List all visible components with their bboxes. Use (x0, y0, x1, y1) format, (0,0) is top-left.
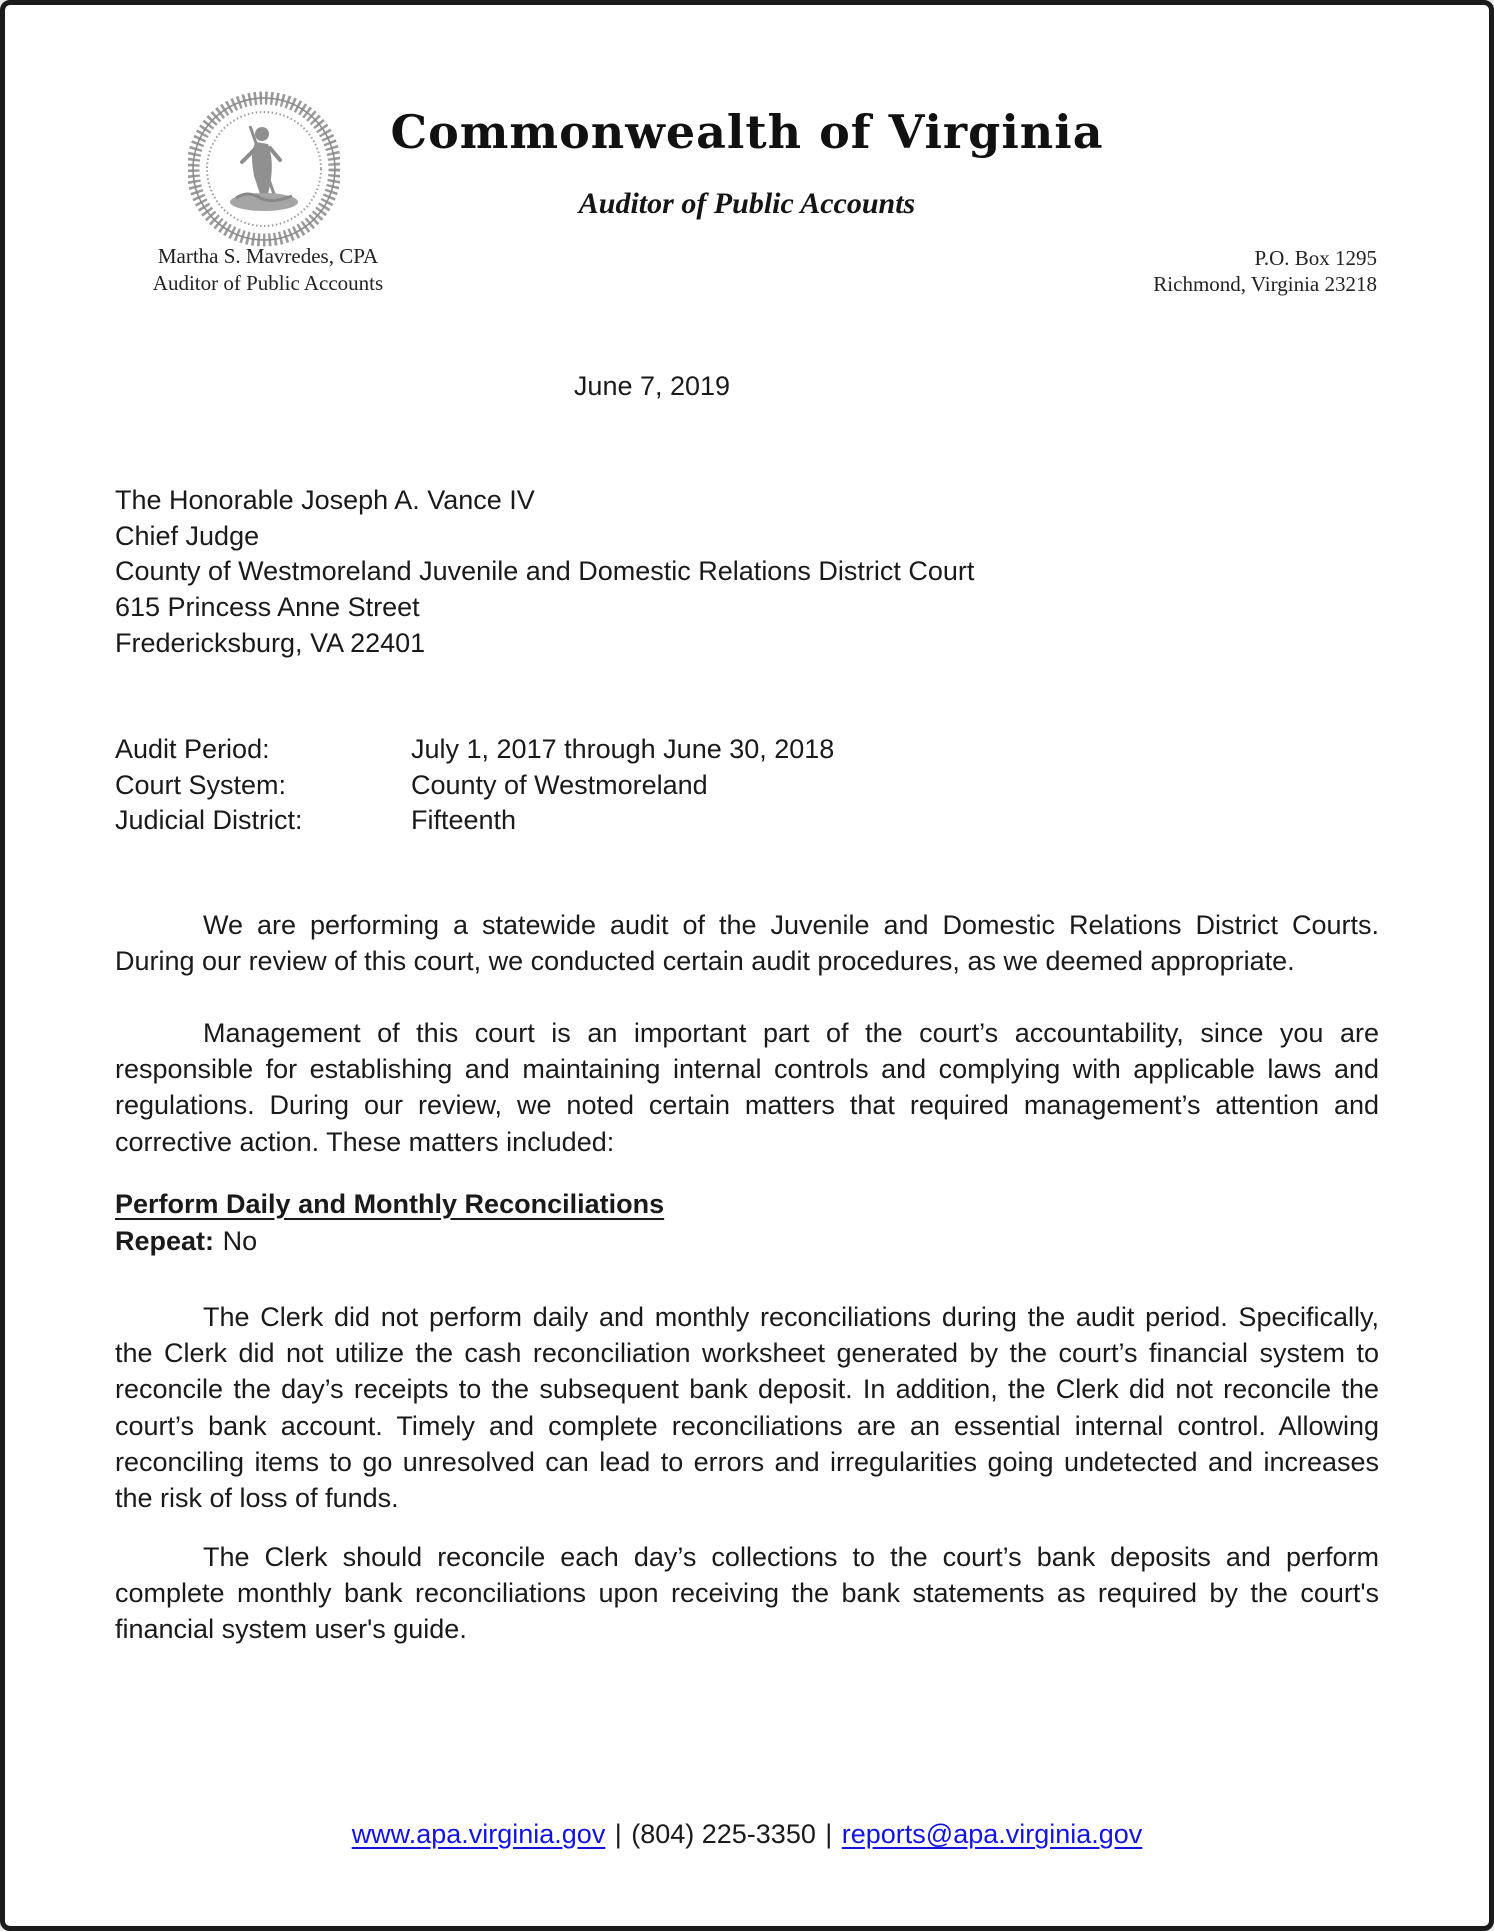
paragraph-finding-detail: The Clerk did not perform daily and monthly reconciliations during the audit period. Specifically, the Clerk did not utilize the cash reconciliation worksheet generated by the court’s financial system to reconcile the day’s receipts to the subsequent bank deposit. In addition, the Clerk did not reconcile the court’s bank account. Timely and complete reconciliations are an essential internal control. Allowing reconciling items to go unresolved can lead to errors and irregularities going undetected and increases the risk of loss of funds. (115, 1302, 1379, 1514)
repeat-line (115, 1226, 257, 1257)
judicial-district-label: Judicial District: (115, 805, 303, 836)
audit-period-row (115, 732, 834, 768)
office-address-block (1153, 245, 1377, 297)
paragraph-statewide-audit: We are performing a statewide audit of the Juvenile and Domestic Relations District Courts. During our review of this court, we conducted certain audit procedures, as we deemed appropriate. (115, 910, 1379, 977)
court-system-value: County of Westmoreland (411, 769, 708, 800)
recipient-name: The Honorable Joseph A. Vance IV (115, 485, 535, 515)
letterhead-subtitle: Auditor of Public Accounts (578, 187, 916, 220)
city-state-zip: Richmond, Virginia 23218 (1153, 272, 1377, 296)
audit-info (115, 732, 834, 839)
recipient-street: 615 Princess Anne Street (115, 592, 420, 623)
court-system-row (115, 768, 834, 804)
recipient-title: Chief Judge (115, 520, 260, 551)
footer-website-link[interactable]: www.apa.virginia.gov (351, 1819, 606, 1849)
paragraph-management: Management of this court is an important part of the court’s accountability, since you are responsible for establishing and maintaining internal controls and complying with applicable laws and regulations. During our review, we noted certain matters that required management’s attention and corrective action. These matters included: (115, 1018, 1379, 1157)
repeat-value: No (222, 1226, 258, 1256)
recipient-court: County of Westmoreland Juvenile and Domestic Relations District Court (115, 556, 975, 587)
footer-separator-1: | (614, 1819, 622, 1849)
footer-separator-2: | (825, 1819, 833, 1849)
repeat-label: Repeat: (115, 1226, 215, 1256)
audit-period-label: Audit Period: (115, 734, 270, 764)
letterhead-title: Commonwealth of Virginia (390, 105, 1104, 159)
audit-period-value: July 1, 2017 through June 30, 2018 (411, 734, 835, 764)
finding-heading: Perform Daily and Monthly Reconciliations (115, 1189, 665, 1219)
recipient-address (115, 483, 974, 662)
footer-email-link[interactable]: reports@apa.virginia.gov (841, 1819, 1143, 1849)
auditor-name-block (113, 243, 423, 297)
paragraph-recommendation: The Clerk should reconcile each day’s collections to the court’s bank deposits and perform complete monthly bank reconciliations upon receiving the bank statements as required by the court's financial system user's guide. (115, 1542, 1379, 1645)
recipient-city: Fredericksburg, VA 22401 (115, 627, 426, 658)
judicial-district-row (115, 803, 834, 839)
auditor-name: Martha S. Mavredes, CPA (157, 244, 379, 268)
judicial-district-value: Fifteenth (411, 805, 517, 836)
footer-contact-line (115, 1819, 1379, 1850)
footer-phone: (804) 225-3350 (631, 1819, 816, 1849)
court-system-label: Court System: (115, 769, 287, 800)
letter-date: June 7, 2019 (573, 371, 731, 401)
auditor-title: Auditor of Public Accounts (152, 271, 384, 295)
po-box: P.O. Box 1295 (1254, 246, 1377, 270)
